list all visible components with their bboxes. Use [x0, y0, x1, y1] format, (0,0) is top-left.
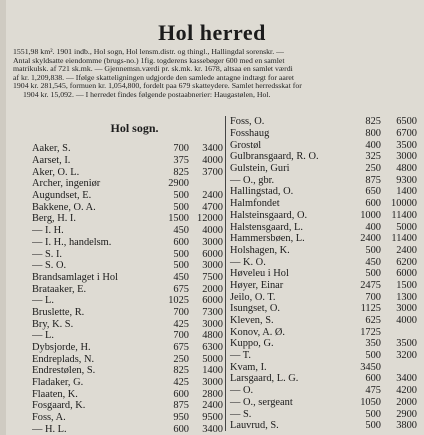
table-row — [32, 377, 225, 389]
entry-value-2: 9500 — [202, 412, 223, 424]
entry-name: Aarset, I. — [32, 155, 71, 167]
entry-value-1: 1050 — [360, 396, 381, 408]
entry-value-1: 675 — [173, 283, 189, 295]
entry-value-1: 500 — [173, 260, 189, 272]
entry-value-2: 1400 — [202, 365, 223, 377]
table-row — [226, 397, 419, 409]
table-row — [32, 318, 225, 330]
entry-value-1: 700 — [173, 143, 189, 155]
entry-name: — O., gbr. — [230, 174, 275, 186]
intro-line: af kr. 1,209,838. — Ifølge skatteligningen udgjorde den samlede antagne indtægt for aaret — [13, 73, 295, 82]
table-row — [32, 225, 225, 237]
entry-value-1: 500 — [365, 244, 381, 256]
entry-value-2: 2000 — [396, 396, 417, 408]
entry-value-2: 9300 — [396, 174, 417, 186]
entry-value-1: 1000 — [360, 209, 381, 221]
table-row — [226, 315, 419, 327]
entry-value-1: 600 — [173, 236, 189, 248]
entry-value-1: 1125 — [360, 303, 381, 315]
entry-value-1: 2475 — [360, 279, 381, 291]
entry-name: Jeilo, O. T. — [230, 291, 276, 303]
entry-name: — S. I. — [32, 248, 63, 260]
table-row — [32, 155, 225, 167]
entry-name: Gulstein, Guri — [230, 163, 290, 175]
entry-value-1: 3450 — [360, 361, 381, 373]
table-row — [226, 408, 419, 420]
right-column — [226, 116, 419, 432]
entry-name: Kvam, I. — [230, 361, 267, 373]
left-table — [32, 143, 225, 435]
table-row — [32, 283, 225, 295]
entry-name: — O. — [230, 385, 254, 397]
entry-name: Augundset, E. — [32, 190, 92, 202]
entry-value-1: 950 — [173, 412, 189, 424]
table-row — [226, 268, 419, 280]
entry-value-2: 6300 — [202, 342, 223, 354]
entry-value-1: 400 — [365, 139, 381, 151]
entry-name: Aaker, S. — [32, 143, 71, 155]
table-row — [32, 213, 225, 225]
entry-name: — H. L. — [32, 423, 67, 435]
entry-name: Foss, O. — [230, 116, 265, 128]
entry-value-1: 825 — [173, 365, 189, 377]
table-row — [226, 139, 419, 151]
entry-value-1: 700 — [365, 291, 381, 303]
entry-name: Høyer, Einar — [230, 279, 284, 291]
entry-value-2: 3500 — [396, 338, 417, 350]
table-row — [226, 326, 419, 338]
entry-name: Berg, H. I. — [32, 213, 76, 225]
entry-value-2: 2400 — [396, 244, 417, 256]
entry-value-1: 500 — [173, 190, 189, 202]
entry-value-1: 500 — [365, 350, 381, 362]
table-row — [226, 163, 419, 175]
entry-value-2: 11400 — [391, 233, 417, 245]
entry-value-2: 6000 — [202, 248, 223, 260]
entry-value-2: 3000 — [202, 377, 223, 389]
table-row — [226, 174, 419, 186]
entry-name: Bry, K. S. — [32, 318, 74, 330]
table-row — [32, 272, 225, 284]
entry-value-1: 350 — [365, 338, 381, 350]
entry-value-2: 4200 — [396, 385, 417, 397]
entry-value-2: 3000 — [202, 318, 223, 330]
entry-name: — L. — [32, 295, 54, 307]
entry-name: Gulbransgaard, R. O. — [230, 151, 319, 163]
entry-value-1: 600 — [365, 373, 381, 385]
entry-name: Fladaker, G. — [32, 377, 84, 389]
page-title: Hol herred — [158, 20, 266, 45]
entry-value-2: 2400 — [202, 400, 223, 412]
entry-value-1: 2900 — [168, 178, 189, 190]
entry-name: — I. H., handelsm. — [32, 236, 112, 248]
entry-value-2: 3400 — [202, 143, 223, 155]
entry-name: — S. — [230, 408, 252, 420]
entry-value-2: 6700 — [396, 128, 417, 140]
entry-value-2: 3000 — [202, 236, 223, 248]
page-edge-shadow — [0, 0, 6, 435]
entry-value-1: 600 — [365, 198, 381, 210]
entry-name: — K. O. — [230, 256, 266, 268]
table-row — [32, 260, 225, 272]
table-row — [226, 291, 419, 303]
intro-line: 1904 kr. 281,545, formuen kr. 1,054,800, fordelt paa 679 skatteydere. Samlet herredsskat for — [13, 82, 302, 91]
entry-value-2: 2800 — [202, 388, 223, 400]
table-row — [226, 420, 419, 432]
entry-value-2: 4800 — [396, 163, 417, 175]
entry-name: Bakkene, O. A. — [32, 201, 96, 213]
table-row — [226, 350, 419, 362]
entry-value-2: 6500 — [396, 116, 417, 128]
entry-value-2: 2000 — [202, 283, 223, 295]
entry-value-1: 250 — [173, 353, 189, 365]
entry-value-1: 500 — [365, 268, 381, 280]
entry-value-1: 600 — [173, 388, 189, 400]
entry-value-1: 425 — [173, 377, 189, 389]
table-row — [32, 166, 225, 178]
entry-value-1: 875 — [173, 400, 189, 412]
entry-name: Brataaker, E. — [32, 283, 87, 295]
entry-value-2: 3500 — [396, 139, 417, 151]
entry-value-2: 3000 — [202, 260, 223, 272]
entry-value-2: 2900 — [396, 408, 417, 420]
entry-value-2: 1300 — [396, 291, 417, 303]
table-row — [32, 400, 225, 412]
left-column — [32, 119, 225, 435]
entry-value-1: 1025 — [168, 295, 189, 307]
table-row — [32, 342, 225, 354]
entry-value-1: 875 — [365, 174, 381, 186]
entry-value-2: 4000 — [396, 315, 417, 327]
entry-name: Halstensgaard, L. — [230, 221, 303, 233]
entry-value-1: 500 — [173, 248, 189, 260]
table-row — [32, 424, 225, 435]
entry-name: Lauvrud, S. — [230, 420, 279, 432]
entry-value-1: 400 — [365, 221, 381, 233]
entry-value-2: 10000 — [391, 198, 417, 210]
entry-value-2: 7300 — [202, 306, 223, 318]
entry-value-1: 1725 — [360, 326, 381, 338]
table-row — [226, 373, 419, 385]
entry-value-1: 500 — [365, 420, 381, 432]
entry-value-1: 600 — [173, 423, 189, 435]
table-row — [32, 143, 225, 155]
entry-value-1: 450 — [173, 225, 189, 237]
intro-line: 1551,98 km². 1901 indb., Hol sogn, Hol lensm.distr. og thingl., Hallingdal sorenskr. — — [13, 48, 284, 56]
table-row — [226, 280, 419, 292]
entry-name: Endreplads, N. — [32, 353, 95, 365]
table-row — [32, 307, 225, 319]
entry-value-1: 425 — [173, 318, 189, 330]
entry-name: — L. — [32, 330, 54, 342]
entry-name: Konov, A. Ø. — [230, 326, 286, 338]
table-row — [32, 330, 225, 342]
entry-value-1: 2400 — [360, 233, 381, 245]
entry-value-1: 650 — [365, 186, 381, 198]
entry-value-1: 475 — [365, 385, 381, 397]
table-row — [226, 221, 419, 233]
entry-name: Brandsamlaget i Hol — [32, 271, 118, 283]
table-row — [32, 388, 225, 400]
entry-name: Aker, O. L. — [32, 166, 80, 178]
entry-value-1: 500 — [365, 408, 381, 420]
table-row — [32, 412, 225, 424]
table-row — [226, 128, 419, 140]
table-row — [32, 248, 225, 260]
entry-value-2: 4800 — [202, 330, 223, 342]
table-row — [32, 201, 225, 213]
table-row — [226, 303, 419, 315]
entry-value-2: 3000 — [396, 303, 417, 315]
entry-name: Endrestølen, S. — [32, 365, 96, 377]
entry-value-2: 1400 — [396, 186, 417, 198]
intro-paragraph — [13, 48, 413, 100]
table-row — [32, 353, 225, 365]
entry-name: Holshagen, K. — [230, 244, 290, 256]
intro-line: Antal skyldsatte eiendomme (brugs-no.) 1fig. togderens kassebøger 600 med en samlet — [13, 56, 285, 65]
entry-value-2: 6000 — [396, 268, 417, 280]
entry-name: Halmfondet — [230, 198, 280, 210]
section-title: Hol sogn. — [110, 121, 159, 135]
entry-name: Fosgaard, K. — [32, 400, 86, 412]
entry-name: Fosshaug — [230, 128, 270, 140]
table-row — [226, 151, 419, 163]
entry-value-2: 1500 — [396, 279, 417, 291]
table-row — [226, 186, 419, 198]
entry-name: Kuppo, G. — [230, 338, 274, 350]
entry-value-2: 6000 — [202, 295, 223, 307]
entry-value-1: 700 — [173, 306, 189, 318]
entry-value-2: 3800 — [396, 420, 417, 432]
table-row — [226, 245, 419, 257]
table-row — [226, 233, 419, 245]
table-row — [226, 385, 419, 397]
entry-value-1: 450 — [365, 256, 381, 268]
table-row — [226, 256, 419, 268]
entry-value-1: 500 — [173, 201, 189, 213]
entry-value-1: 375 — [173, 155, 189, 167]
entry-name: Høveleu i Hol — [230, 268, 289, 280]
intro-line: 1904 kr. 15,092. — I herredet findes følgende postaabnerier: Haugastølen, Hol. — [23, 90, 271, 99]
table-row — [226, 116, 419, 128]
entry-value-2: 7500 — [202, 271, 223, 283]
right-table — [226, 116, 419, 432]
entry-value-2: 6200 — [396, 256, 417, 268]
entry-value-2: 3700 — [202, 166, 223, 178]
entry-value-2: 3200 — [396, 350, 417, 362]
entry-value-2: 11400 — [391, 209, 417, 221]
entry-value-1: 700 — [173, 330, 189, 342]
entry-value-1: 675 — [173, 342, 189, 354]
entry-value-2: 4700 — [202, 201, 223, 213]
entry-value-2: 5000 — [396, 221, 417, 233]
entry-value-2: 4000 — [202, 155, 223, 167]
entry-value-2: 5000 — [202, 353, 223, 365]
entry-name: — S. O. — [32, 260, 67, 272]
entry-value-2: 2400 — [202, 190, 223, 202]
entry-value-2: 4000 — [202, 225, 223, 237]
entry-value-1: 325 — [365, 151, 381, 163]
entry-name: Flaaten, K. — [32, 388, 78, 400]
entry-name: Kleven, S. — [230, 315, 274, 327]
entry-value-1: 625 — [365, 315, 381, 327]
entry-value-2: 3400 — [396, 373, 417, 385]
table-row — [32, 178, 225, 190]
entry-name: — O., sergeant — [230, 396, 293, 408]
table-row — [32, 190, 225, 202]
table-row — [32, 365, 225, 377]
table-row — [226, 210, 419, 222]
entry-name: Halsteinsgaard, O. — [230, 209, 308, 221]
entry-name: Dybsjorde, H. — [32, 342, 91, 354]
entry-value-1: 800 — [365, 128, 381, 140]
entry-name: Archer, ingeniør — [32, 178, 101, 190]
entry-value-2: 12000 — [197, 213, 223, 225]
table-row — [226, 338, 419, 350]
entry-name: — T. — [230, 350, 251, 362]
entry-name: Bruslette, R. — [32, 306, 85, 318]
table-row — [32, 237, 225, 249]
table-row — [226, 198, 419, 210]
entry-name: Hammersbøen, L. — [230, 233, 305, 245]
entry-value-1: 1500 — [168, 213, 189, 225]
entry-value-1: 825 — [365, 116, 381, 128]
entry-name: Grostøl — [230, 139, 262, 151]
entry-name: Larsgaard, L. G. — [230, 373, 299, 385]
entry-value-2: 3400 — [202, 423, 223, 435]
table-row — [226, 361, 419, 373]
entry-value-1: 825 — [173, 166, 189, 178]
entry-name: Isungset, O. — [230, 303, 280, 315]
entry-name: Hallingstad, O. — [230, 186, 294, 198]
intro-line: matrikulsk. af 721 sk.mk. — Gjennemsn.værdi pr. sk.mk. kr. 1678, altsaa en samlet værdi — [13, 65, 293, 74]
table-row — [32, 295, 225, 307]
entry-name: Foss, A. — [32, 412, 66, 424]
entry-value-1: 250 — [365, 163, 381, 175]
entry-value-2: 3000 — [396, 151, 417, 163]
entry-value-1: 450 — [173, 271, 189, 283]
entry-name: — I. H. — [32, 225, 64, 237]
